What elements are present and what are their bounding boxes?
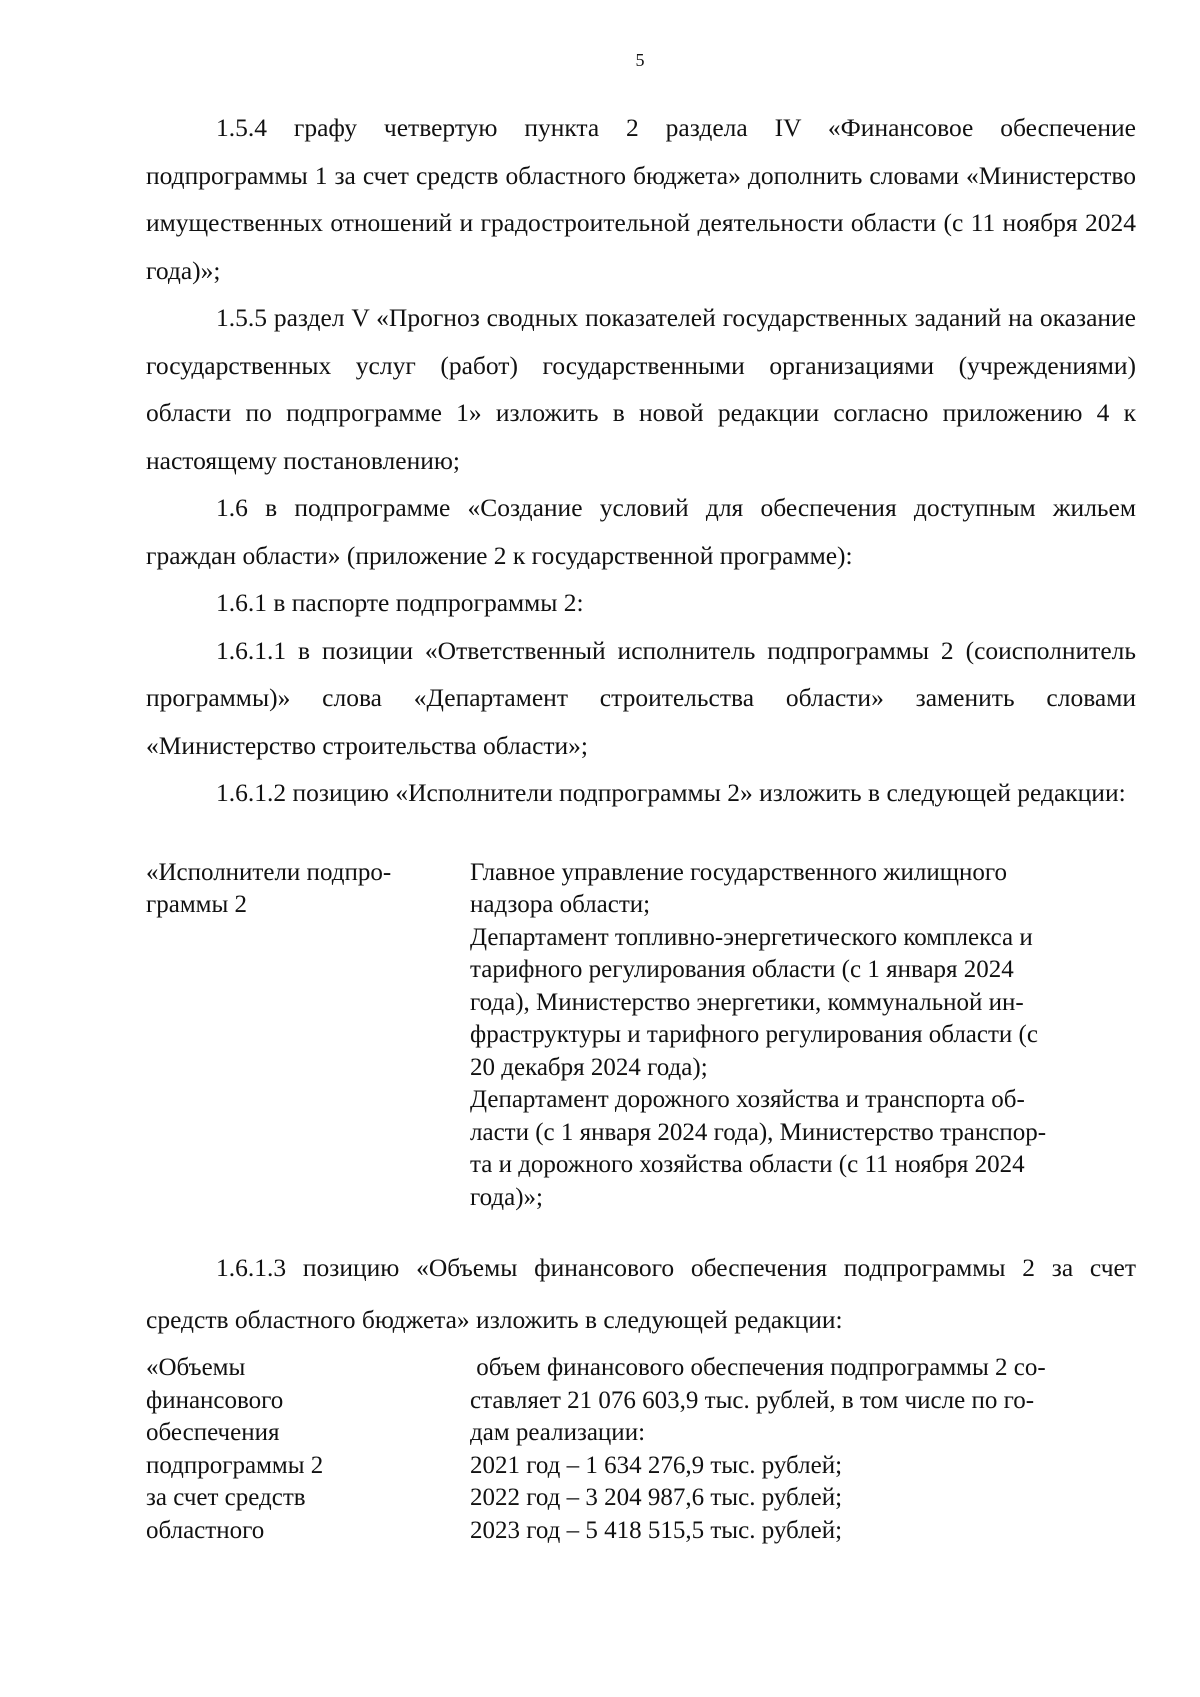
paragraph-1-6-1: 1.6.1 в паспорте подпрограммы 2:	[216, 588, 584, 617]
paragraph-1-6: 1.6 в подпрограмме «Создание условий для обеспечения доступным жильем граждан области» (приложение 2 к государственной программе):	[146, 493, 1136, 570]
funding-value	[470, 1352, 1136, 1547]
funding-value-line: ставляет 21 076 603,9 тыс. рублей, в том числе по го-	[470, 1386, 1035, 1414]
executors-value-line: 20 декабря 2024 года);	[470, 1053, 708, 1081]
funding-label-line: областного	[146, 1516, 265, 1544]
executors-value-line: Департамент топливно-энергетического комплекса и	[470, 923, 1033, 951]
funding-year-2021: 2021 год – 1 634 276,9 тыс. рублей;	[470, 1451, 843, 1479]
executors-label-line: граммы 2	[146, 891, 248, 918]
executors-table	[146, 857, 1136, 1215]
paragraph-1-6-1-3: 1.6.1.3 позицию «Объемы финансового обеспечения подпрограммы 2 за счет средств областного бюджета» изложить в следующей редакции:	[146, 1253, 1136, 1334]
paragraph-1-6-1-2: 1.6.1.2 позицию «Исполнители подпрограммы 2» изложить в следующей редакции:	[216, 778, 1126, 807]
funding-label-line: финансового	[146, 1386, 284, 1414]
funding-value-line: дам реализации:	[470, 1419, 646, 1446]
funding-label-line: подпрограммы 2	[146, 1451, 324, 1479]
funding-year-2023: 2023 год – 5 418 515,5 тыс. рублей;	[470, 1516, 843, 1544]
executors-value-line: та и дорожного хозяйства области (с 11 ноября 2024	[470, 1151, 1025, 1178]
funding-label	[146, 1352, 470, 1547]
executors-value	[470, 857, 1136, 1215]
executors-value-line: фраструктуры и тарифного регулирования области (с	[470, 1021, 1038, 1048]
paragraph-1-5-5: 1.5.5 раздел V «Прогноз сводных показателей государственных заданий на оказание государственных услуг (работ) государственными организациями (учреждениями) области по подпрограмме 1» изложить в новой редакции согласно приложению 4 к настоящему постановлению;	[146, 303, 1136, 475]
funding-year-2022: 2022 год – 3 204 987,6 тыс. рублей;	[470, 1484, 843, 1511]
paragraph-1-5-4: 1.5.4 графу четвертую пункта 2 раздела IV «Финансовое обеспечение подпрограммы 1 за счет средств областного бюджета» дополнить словами «Министерство имущественных отношений и градостроительной деятельности области (с 11 ноября 2024 года)»;	[146, 113, 1136, 285]
funding-label-line: обеспечения	[146, 1419, 280, 1446]
executors-value-line: ласти (с 1 января 2024 года), Министерство транспор-	[470, 1118, 1047, 1146]
funding-table	[146, 1352, 1136, 1547]
page-number: 5	[635, 50, 645, 70]
executors-label	[146, 857, 470, 1215]
funding-label-line: за счет средств	[146, 1484, 306, 1511]
executors-value-line: тарифного регулирования области (с 1 января 2024	[470, 956, 1014, 983]
executors-label-line: «Исполнители подпро-	[146, 858, 392, 886]
executors-value-line: года)»;	[470, 1183, 543, 1211]
executors-value-line: года), Министерство энергетики, коммунальной ин-	[470, 988, 1024, 1016]
executors-value-line: Департамент дорожного хозяйства и транспорта об-	[470, 1086, 1025, 1113]
executors-value-line: Главное управление государственного жилищного	[470, 858, 1008, 886]
funding-label-line: «Объемы	[146, 1354, 246, 1381]
executors-value-line: надзора области;	[470, 891, 651, 918]
funding-value-line: объем финансового обеспечения подпрограммы 2 со-	[470, 1354, 1046, 1381]
paragraph-1-6-1-1: 1.6.1.1 в позиции «Ответственный исполнитель подпрограммы 2 (соисполнитель программы)» слова «Департамент строительства области» заменить словами «Министерство строительства области»;	[146, 635, 1136, 760]
document-body	[146, 104, 1136, 1547]
